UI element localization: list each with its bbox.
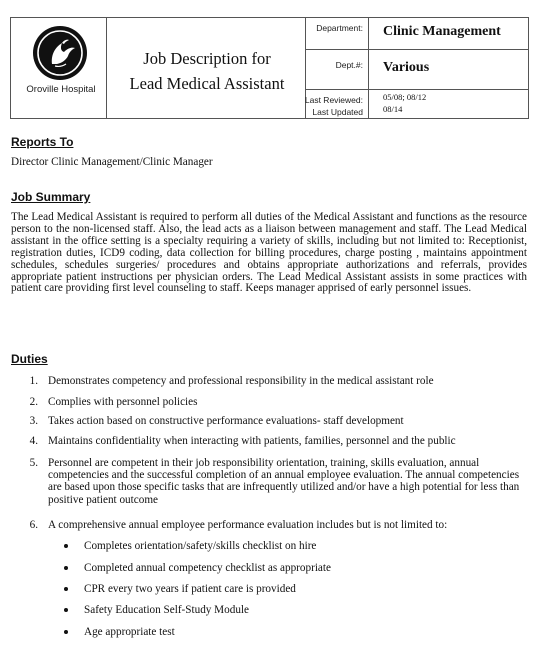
- department-label: Department:: [316, 23, 363, 33]
- reports-to-heading: Reports To: [11, 135, 74, 149]
- hospital-logo: [19, 26, 103, 112]
- header-row-divider: [305, 89, 528, 90]
- department-value: Clinic Management: [383, 24, 501, 39]
- duty-item: 2. Complies with personnel policies: [29, 396, 198, 408]
- header-divider: [368, 18, 369, 118]
- bullet-icon: [64, 566, 68, 570]
- duty-item: 6. A comprehensive annual employee performance evaluation includes but is not limited to:: [29, 519, 448, 531]
- bullet-icon: [64, 544, 68, 548]
- duty-item: 3. Takes action based on constructive performance evaluations- staff development: [29, 415, 404, 427]
- title-line-1: Job Description for: [143, 49, 271, 68]
- job-summary-heading: Job Summary: [11, 190, 91, 204]
- logo-text: Oroville Hospital: [26, 84, 96, 95]
- last-updated-label: Last Updated: [312, 107, 363, 117]
- duties-heading: Duties: [11, 352, 48, 366]
- duty-item: 5. Personnel are competent in their job responsibility orientation, training, skills evaluation, annual competencies and the successful completion of an annual employee evaluation. The annual competencies are based upon those specific tasks that are infrequently utilized and/or have a high potential for less than positive patient outcome: [29, 457, 520, 506]
- document-page: Oroville Hospital Job Description for Lead Medical Assistant Department: Clinic Management Dept.#: Various Last Reviewed: 05/08; 08/12 Last Updated 08/14 Reports To Director Clinic Management/Clinic Manager Job Summary The Lead Medical Assistant is required to perform all duties of the Medical Assistant and functions as the resource person to the non-licensed staff. Also, the lead acts as a liaison between management and staff. The Lead Medical assistant in the office setting is a specialty requiring a variety of skills, including but not limited to: Receptionist, registration duties, ICD9 coding, data collection for billing procedures, charge posting , maintains appointment schedules, schedules surgeries/ procedures and obtains appropriate authorizations and referrals, provides appropriate patient instructions per physician orders. The Lead Medical Assistant assists in some practices with patient care providing first level counseling to staff. Keeps manager apprised of early personnel issues. Duties 1. Demonstrates competency and professional responsibility in the medical assistant role 2. Complies with personnel policies 3. Takes action based on constructive performance evaluations- staff development 4. Maintains confidentiality when interacting with patients, families, personnel and the public 5. Personnel are competent in their job responsibility orientation, training, skills evaluation, annual competencies and the successful completion of an annual employee evaluation. The annual competencies are based upon those specific tasks that are infrequently utilized and/or have a high potential for less than positive patient outcome 6. A comprehensive annual employee performance evaluation includes but is not limited to: Completes orientation/safety/skills checklist on hire Completed annual competency checklist as appropriate CPR every two years if patient care is provided Safety Education Self-Study Module Age appropriate test: [0, 0, 540, 657]
- dept-number-value: Various: [383, 60, 430, 75]
- last-updated-value: 08/14: [383, 104, 403, 114]
- bullet-icon: [64, 587, 68, 591]
- duty-item: 4. Maintains confidentiality when interacting with patients, families, personnel and the public: [29, 435, 456, 447]
- bird-logo-icon: [33, 26, 87, 80]
- bullet-icon: [64, 608, 68, 612]
- header-divider: [106, 18, 107, 118]
- document-title: [111, 46, 303, 96]
- header-row-divider: [305, 49, 528, 50]
- header-table: [10, 17, 529, 119]
- dept-number-label: Dept.#:: [335, 60, 363, 70]
- bullet-icon: [64, 630, 68, 634]
- title-line-2: Lead Medical Assistant: [129, 74, 285, 93]
- job-summary-text: The Lead Medical Assistant is required to perform all duties of the Medical Assistant and functions as the resource person to the non-licensed staff. Also, the lead acts as a liaison between management and staff. The Lead Medical assistant in the office setting is a specialty requiring a variety of skills, including but not limited to: Receptionist, registration duties, ICD9 coding, data collection for billing procedures, charge posting , maintains appointment schedules, schedules surgeries/ procedures and obtains appropriate authorizations and referrals, provides appropriate patient instructions per physician orders. The Lead Medical Assistant assists in some practices with patient care providing first level counseling to staff. Keeps manager apprised of early personnel issues.: [11, 211, 527, 295]
- last-reviewed-label: Last Reviewed:: [304, 95, 363, 105]
- last-reviewed-value: 05/08; 08/12: [383, 92, 427, 102]
- duty-item: 1. Demonstrates competency and professional responsibility in the medical assistant role: [29, 375, 434, 387]
- reports-to-text: Director Clinic Management/Clinic Manager: [11, 156, 213, 168]
